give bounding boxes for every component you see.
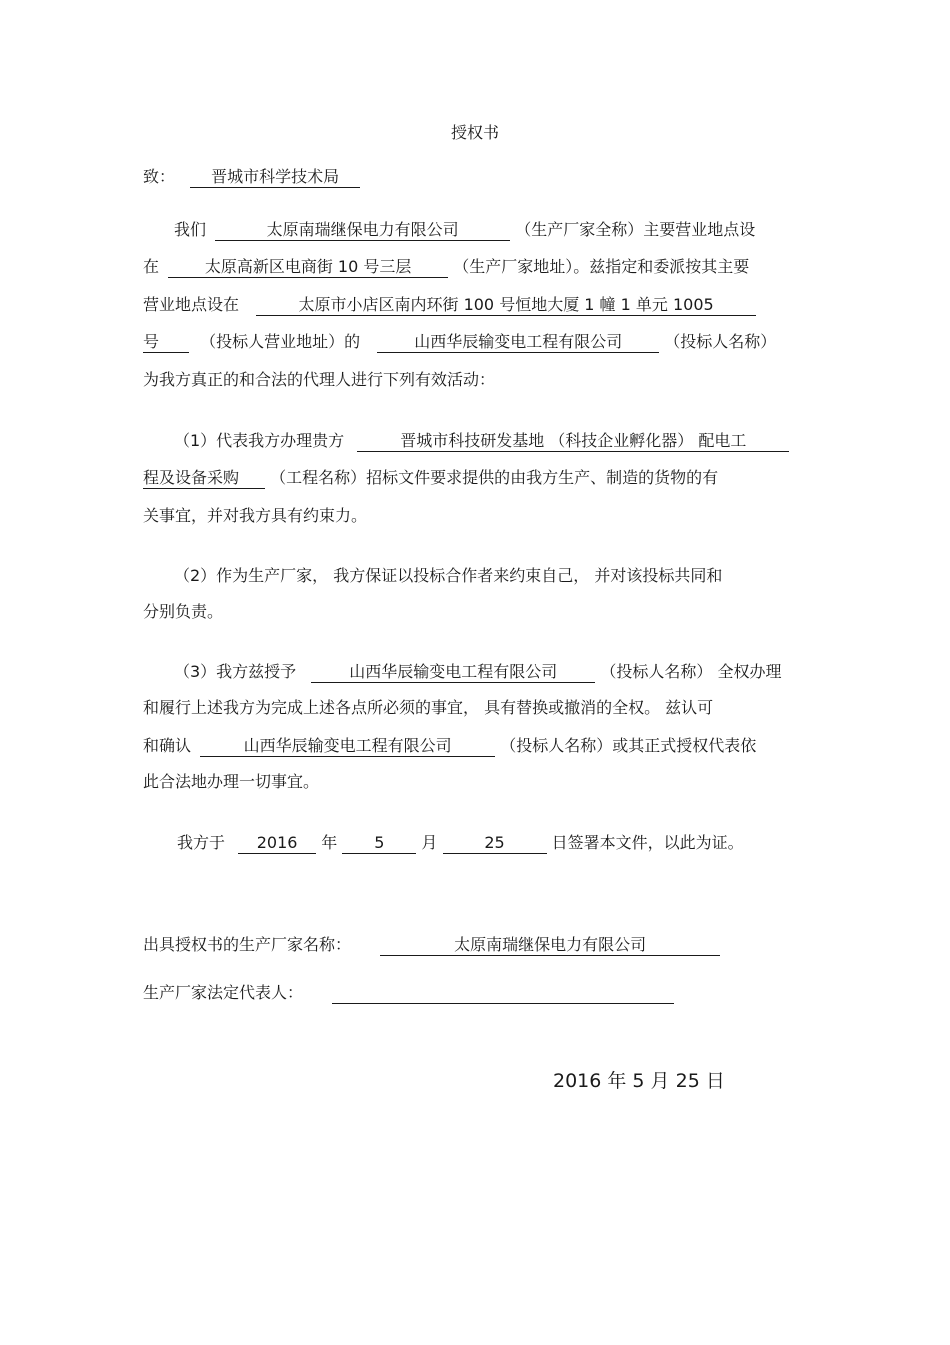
footer-rep-field xyxy=(332,983,674,1004)
item3-agent-name-field: 山西华辰输变电工程有限公司 xyxy=(311,662,595,683)
item3-line-1 xyxy=(174,661,781,683)
footer-rep-line xyxy=(143,982,674,1004)
intro-line-3 xyxy=(143,294,756,316)
agent-name-note: （投标人名称） xyxy=(664,332,777,351)
item1-lead: （1）代表我方办理贵方 xyxy=(174,431,345,450)
signing-month-unit: 月 xyxy=(421,833,438,852)
item3-confirm-prefix: 和确认 xyxy=(143,736,192,755)
item3-line-2: 和履行上述我方为完成上述各点所必须的事宜， 具有替换或撤消的全权。 兹认可 xyxy=(143,698,714,717)
footer-manufacturer-line xyxy=(143,934,720,956)
project-name-field-part1: 晋城市科技研发基地 （科技企业孵化器） 配电工 xyxy=(357,431,789,452)
agent-name-field: 山西华辰输变电工程有限公司 xyxy=(377,332,659,353)
intro-line-5: 为我方真正的和合法的代理人进行下列有效活动： xyxy=(143,370,496,389)
manufacturer-name-field: 太原南瑞继保电力有限公司 xyxy=(215,220,510,241)
item3-line-4: 此合法地办理一切事宜。 xyxy=(143,772,320,791)
signing-suffix: 日签署本文件，以此为证。 xyxy=(551,833,744,852)
signing-day-field: 25 xyxy=(443,833,547,854)
agent-address-field-part1: 太原市小店区南内环街 100 号恒地大厦 1 幢 1 单元 1005 xyxy=(256,295,756,316)
item1-line-1 xyxy=(174,430,789,452)
document-title: 授权书 xyxy=(450,123,499,142)
intro-we: 我们 xyxy=(174,220,207,239)
item3-agent-note: （投标人名称） 全权办理 xyxy=(600,662,782,681)
agent-address-field-part2: 号 xyxy=(143,332,189,353)
footer-manufacturer-field: 太原南瑞继保电力有限公司 xyxy=(380,935,720,956)
signing-prefix: 我方于 xyxy=(177,833,226,852)
agent-address-prefix: 营业地点设在 xyxy=(143,295,240,314)
recipient-line xyxy=(143,166,360,188)
intro-line-4 xyxy=(143,331,776,353)
signing-month-field: 5 xyxy=(342,833,416,854)
manufacturer-address-note: （生产厂家地址）。兹指定和委派按其主要 xyxy=(453,257,750,276)
signing-line xyxy=(177,832,744,854)
item1-line-2 xyxy=(143,467,718,489)
item3-lead: （3）我方兹授予 xyxy=(174,662,297,681)
item1-line-3: 关事宜，并对我方具有约束力。 xyxy=(143,506,368,525)
project-name-note: （工程名称）招标文件要求提供的由我方生产、制造的货物的有 xyxy=(270,468,719,487)
footer-rep-label: 生产厂家法定代表人： xyxy=(143,983,304,1002)
project-name-field-part2: 程及设备采购 xyxy=(143,468,265,489)
item3-agent-name-field-2: 山西华辰输变电工程有限公司 xyxy=(200,736,495,757)
signing-year-unit: 年 xyxy=(321,833,338,852)
intro-line-2 xyxy=(143,256,749,278)
item2-line-1: （2）作为生产厂家， 我方保证以投标合作者来约束自己， 并对该投标共同和 xyxy=(174,566,723,585)
item3-agent-note-2: （投标人名称）或其正式授权代表依 xyxy=(500,736,757,755)
signature-date: 2016 年 5 月 25 日 xyxy=(553,1070,725,1092)
intro-line-1 xyxy=(174,219,755,241)
recipient-prefix: 致： xyxy=(143,167,176,186)
signing-year-field: 2016 xyxy=(238,833,316,854)
intro-at: 在 xyxy=(143,257,160,276)
recipient-name: 晋城市科学技术局 xyxy=(190,167,360,188)
footer-manufacturer-label: 出具授权书的生产厂家名称： xyxy=(143,935,352,954)
item3-line-3 xyxy=(143,735,756,757)
agent-address-note: （投标人营业地址）的 xyxy=(200,332,361,351)
manufacturer-name-note: （生产厂家全称）主要营业地点设 xyxy=(515,220,756,239)
item2-line-2: 分别负责。 xyxy=(143,602,224,621)
manufacturer-address-field: 太原高新区电商街 10 号三层 xyxy=(168,257,448,278)
